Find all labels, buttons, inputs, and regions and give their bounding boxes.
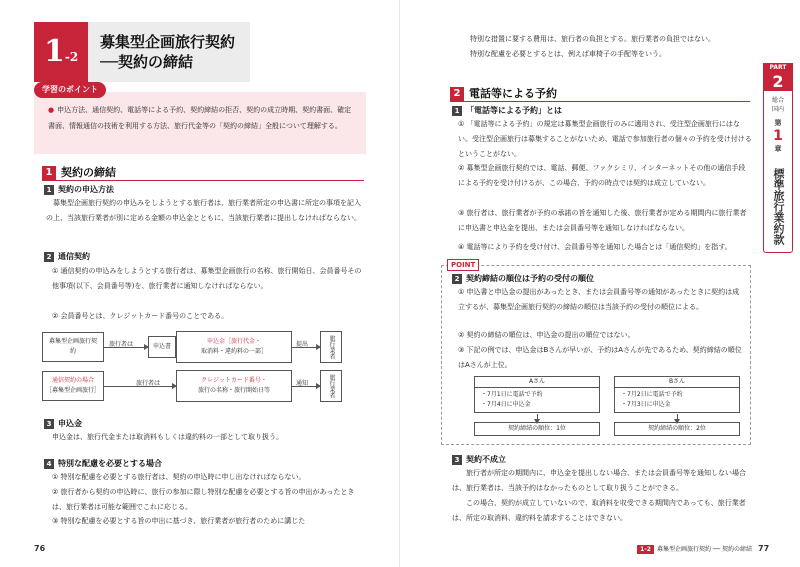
down-arrow-icon — [537, 414, 538, 422]
paragraph: 特別な措置に要する費用は、旅行者の負担とする。旅行業者の負担ではない。 — [470, 35, 715, 43]
subsection-heading: 4 特別な配慮を必要とする場合 — [44, 458, 162, 470]
page-number: 76 — [34, 543, 46, 553]
subsection-heading: 3 契約不成立 — [452, 454, 506, 466]
sidebar-title: 標準旅行業約款 — [772, 167, 785, 245]
page-number: 77 — [758, 543, 770, 553]
learning-points-text: 申込方法、通信契約、電話等による予約、契約締結の拒否、契約の成立時期、契約書面、確定書面、情報通信の技術を利用する方法、旅行代金等の「契約の締結」全般について理解する。 — [48, 106, 352, 130]
list-item: ③ 特別な配慮を必要とする旨の申出に基づき、旅行業者が旅行者のために講じた — [52, 517, 306, 525]
list-item: ④ 電話等により予約を受け付け、会員番号等を通知した場合とは「通信契約」を指す。 — [458, 243, 732, 251]
paragraph: 特別な配慮を必要とするとは、例えば車椅子の手配等をいう。 — [470, 50, 666, 58]
chapter-header — [34, 22, 250, 82]
flow-label: 旅行者は — [136, 380, 161, 387]
section-divider — [42, 180, 364, 181]
running-footer: 1-2 募集型企画旅行契約 ── 契約の締結 — [637, 545, 752, 554]
paragraph: 旅行者が所定の期間内に、申込金を提出しない場合、または会員番号等を通知しない場合は、旅行業者は、当該予約はなかったものとして取り扱うことができる。 — [452, 469, 746, 492]
list-item: ③ 旅行者は、旅行業者が予約の承諾の旨を通知した後、旅行業者が定める期間内に旅行業者に申込書と申込金を提出、または会員番号等を通知しなければならない。 — [458, 209, 747, 232]
sidebar-category: 総合 国内 — [771, 97, 784, 113]
list-item: ② 旅行者から契約の申込時に、旅行の参加に際し特別な配慮を必要とする旨の申出があったときは、旅行業者は可能な範囲でこれに応じる。 — [52, 488, 355, 511]
flow-label: 旅行者は — [109, 341, 134, 348]
flow-box: 通信契約の場合 ［募集型企画旅行］ — [42, 371, 104, 401]
subsection-heading: 1 契約の申込方法 — [44, 184, 114, 196]
flow-box: 申込金［旅行代金・ 取消料・違約料の一部］ — [176, 331, 292, 363]
chapter-title: 募集型企画旅行契約 ──契約の締結 — [100, 33, 236, 71]
book-spine — [399, 0, 400, 567]
point-badge: POINT — [447, 259, 479, 271]
section-divider — [450, 101, 750, 102]
section-heading-1: 1 契約の締結 — [42, 164, 116, 181]
list-item: ② 募集型企画旅行契約では、電話、郵便、ファクシミリ、インターネットその他の通信手段による予約を受け付けるが、この場合、予約の時点では契約は成立していない。 — [458, 164, 746, 187]
list-item: ③ 下記の例では、申込金はBさんが早いが、予約はAさんが先であるため、契約締結の順位はAさんが上位。 — [458, 346, 742, 369]
list-item: ② 会員番号とは、クレジットカード番号のことである。 — [52, 312, 229, 320]
list-item: ① 通信契約の申込みをしようとする旅行者は、募集型企画旅行の名称、旅行開始日、会員番号その他事項(以下、会員番号等)を、旅行業者に通知しなければならない。 — [52, 267, 362, 290]
list-item: ① 申込書と申込金の提出があったとき、または会員番号等の通知があったときに契約は成立するが、募集型企画旅行契約の締結の順位は当該予約の受付の順位による。 — [458, 288, 740, 311]
flow-box: 旅行業者 — [320, 370, 342, 402]
part-tab: PART 2 — [763, 63, 793, 91]
flow-box: クレジットカード番号・ 旅行の名称・旅行開始日等 — [176, 370, 292, 402]
paragraph: 募集型企画旅行契約の申込みをしようとする旅行者は、旅行業者所定の申込書に所定の事項を記入の上、当該旅行業者が別に定める金額の申込金とともに、当該旅行業者に提出しなければならない。 — [46, 199, 361, 222]
subsection-heading: 2 契約締結の順位は予約の受付の順位 — [452, 273, 594, 285]
flow-label: 提出 — [296, 341, 309, 348]
chapter-number: 1-2 — [34, 22, 88, 82]
subsection-heading: 2 通信契約 — [44, 251, 90, 263]
learning-points-tab: 学習のポイント — [34, 82, 106, 98]
comparison-box-a: Aさん ・7月1日に電話で予約 ・7月4日に申込金 — [474, 376, 600, 413]
comparison-box-b: Bさん ・7月2日に電話で予約 ・7月3日に申込金 — [614, 376, 740, 413]
subsection-heading: 3 申込金 — [44, 418, 82, 430]
subsection-heading: 1 「電話等による予約」とは — [452, 105, 562, 117]
flow-box: 募集型企画旅行契約 — [42, 332, 104, 362]
comparison-result-a: 契約締結の順位：1位 — [474, 422, 600, 436]
sidebar-chapter: 第 1 章 — [773, 119, 783, 153]
list-item: ① 特別な配慮を必要とする旅行者は、契約の申込時に申し出なければならない。 — [52, 473, 306, 481]
bullet-icon: ● — [48, 106, 55, 114]
flow-label: 通知 — [296, 380, 309, 387]
list-item: ② 契約の締結の順位は、申込金の提出の順位ではない。 — [458, 331, 635, 339]
list-item: ① 「電話等による予約」の規定は募集型企画旅行のみに適用され、受注型企画旅行にはない。受注型企画旅行は募集することがないため、電話で参加旅行者の個々の予約を受け付けるということがない。 — [458, 120, 752, 158]
paragraph: この場合、契約が成立していないので、取消料を収受できる期間内であっても、旅行業者は、所定の取消料、違約料を請求することはできない。 — [452, 499, 746, 522]
learning-points-box — [34, 85, 366, 154]
paragraph: 申込金は、旅行代金または取消料もしくは違約料の一部として取り扱う。 — [52, 433, 283, 441]
down-arrow-icon — [677, 414, 678, 422]
section-heading-2: 2 電話等による予約 — [450, 85, 557, 102]
flow-box: 旅行業者 — [320, 331, 342, 363]
comparison-result-b: 契約締結の順位：2位 — [614, 422, 740, 436]
flow-box: 申込書 — [148, 336, 176, 358]
